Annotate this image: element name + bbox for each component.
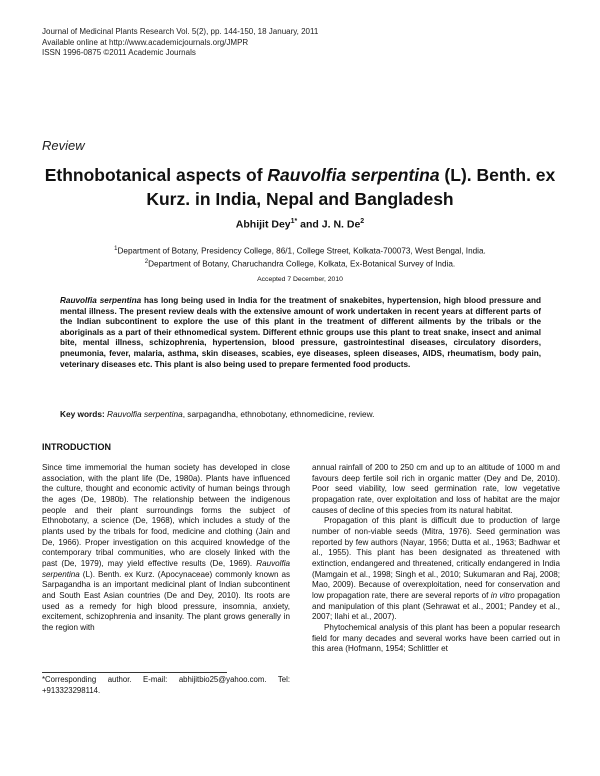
- author-2: J. N. De: [321, 218, 361, 231]
- author-line: [0, 218, 600, 231]
- intro-paragraph-1: [42, 463, 290, 634]
- keywords-rest: , sarpagandha, ethnobotany, ethnomedicine, review.: [182, 409, 375, 419]
- intro-p1-text-b: (L). Benth. ex Kurz. (Apocynaceae) commonly known as Sarpagandha is an important medicinal plant of Indian subcontinent and South East Asian countries (De and Dey, 2010). Its roots are used as a remedy for high blood pressure, insomnia, anxiety, excitement, schizophrenia and insanity. The plant grows generally in the region with: [42, 569, 290, 632]
- keywords-species: Rauvolfia serpentina: [107, 409, 183, 419]
- author-1-sup: 1*: [290, 218, 298, 225]
- title-species: Rauvolfia serpentina: [267, 165, 440, 185]
- introduction-heading: INTRODUCTION: [42, 442, 111, 452]
- right-p2-text: Propagation of this plant is difficult due to production of large number of non-viable seeds (Mitra, 1976). Seed germination was reported by few authors (Nayar, 1956; Dutta et al., 1963; Badhwar et al., 1955). This plant has been designated as threatened with extinction, endangered and threatened, critically endangered in India (Mamgain et al., 1998; Singh et al., 2010; Sukumaran and Raj, 2008; Mao, 2009). Because of overexploitation, need for conservation and low propagation rate, there are several reports of: [312, 516, 560, 600]
- title-part-1: Ethnobotanical aspects of: [44, 165, 268, 185]
- intro-p1-species: Rauvolfia serpentina: [42, 558, 290, 579]
- intro-p1-text-a: Since time immemorial the human society has developed in close association, with the plant life (De, 1980a). Plants have influenced the culture, thought and economic activity of human beings through the ages (De, 1980b). The relationship between the indigenous people and their plant surroundings forms the subject of Ethnobotany, a science (De, 1968), which includes a study of the plants used by the tribals for food, medicine and clothing (Jain and De, 1966). Proper investigation on this acquired knowledge of the contemporary tribal communities, who are closely linked with the past (De, 1979), may yield effective results (De, 1969).: [42, 463, 290, 568]
- right-paragraph-3: Phytochemical analysis of this plant has been a popular research field for many decades and several works have been carried out in this area (Hofmann, 1954; Schlittler et: [312, 622, 560, 654]
- keywords-label: Key words:: [60, 409, 105, 419]
- journal-header: [42, 27, 318, 59]
- footnote-divider: [42, 672, 227, 673]
- right-paragraph-2: [312, 516, 560, 623]
- paper-title: [40, 163, 560, 211]
- affiliation-2: [0, 257, 600, 270]
- right-p2-italic: in vitro: [490, 590, 515, 600]
- affiliation-1-text: Department of Botany, Presidency College, 86/1, College Street, Kolkata-700073, West Bengal, India.: [117, 246, 486, 256]
- journal-citation: Journal of Medicinal Plants Research Vol. 5(2), pp. 144-150, 18 January, 2011: [42, 27, 319, 36]
- right-paragraph-1: annual rainfall of 200 to 250 cm and up to an altitude of 1000 m and favours deep fertile soil rich in organic matter (Dey and De, 2010). Poor seed viability, low seed germination rate, low vegetative propagation rate, over exploitation and loss of habitat are the major causes of decline of this species from its natural habitat.: [312, 463, 560, 515]
- abstract-species: Rauvolfia serpentina: [60, 296, 142, 305]
- title-part-2: (L). Benth. ex Kurz. in India, Nepal and Bangladesh: [146, 165, 556, 209]
- footnote: *Corresponding author. E-mail: abhijitbio25@yahoo.com. Tel: +913323298114.: [42, 675, 290, 695]
- journal-issn: ISSN 1996-0875 ©2011 Academic Journals: [42, 48, 196, 57]
- author-and: and: [297, 218, 322, 231]
- keywords: [60, 409, 541, 420]
- abstract: [60, 296, 541, 370]
- affiliation-2-sup: 2: [144, 258, 149, 265]
- abstract-text: has long being used in India for the treatment of snakebites, hypertension, high blood pressure and mental illness. The present review deals with the extensive amount of work undertaken in recent years at different parts of the Indian subcontinent to explore the use of this plant in the treatment of different ailments by the tribals or the aboriginals as a part of their ethnomedical system. Different ethnic groups use this plant to treat snake, insect and animal bite, mental illness, schizophrenia, hypertension, blood pressure, gastrointestinal diseases, circulatory disorders, pneumonia, fever, malaria, asthma, skin diseases, scabies, eye diseases, spleen diseases, AIDS, rheumatism, body pain, veterinary diseases etc. This plant is also being used to prepare fermented food products.: [60, 296, 541, 369]
- author-2-sup: 2: [360, 218, 365, 225]
- affiliation-1-sup: 1: [114, 246, 118, 252]
- section-label: Review: [42, 138, 85, 153]
- right-column: [312, 463, 560, 655]
- left-column: [42, 463, 290, 634]
- affiliation-1: [0, 244, 600, 257]
- author-1: Abhijit Dey: [235, 218, 291, 231]
- right-p2-text-b: propagation and manipulation of this plant (Sehrawat et al., 2001; Pandey et al., 2007; Ilahi et al., 2007).: [312, 590, 560, 622]
- affiliations: [0, 244, 600, 269]
- journal-url: Available online at http://www.academicjournals.org/JMPR: [42, 37, 249, 47]
- accepted-date: Accepted 7 December, 2010: [257, 276, 343, 283]
- affiliation-2-text: Department of Botany, Charuchandra College, Kolkata, Ex-Botanical Survey of India.: [148, 259, 456, 269]
